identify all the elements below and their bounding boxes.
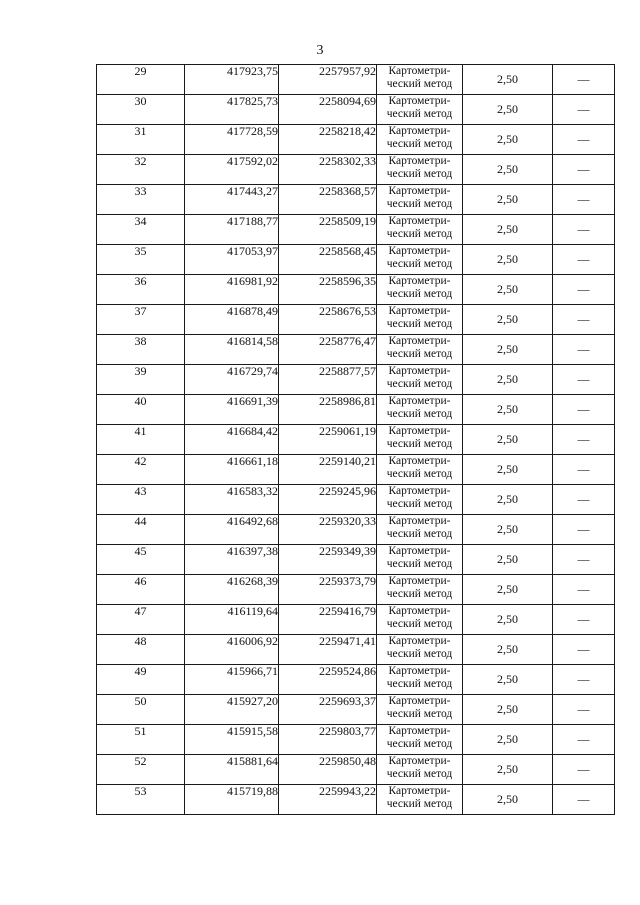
table-row [97,455,615,485]
method-line-1: Картометри- [388,725,451,737]
method-line-1: Картометри- [388,635,451,647]
method-line-1: Картометри- [388,395,451,407]
accuracy-cell: 2,50 [463,395,553,425]
method-cell [377,725,463,755]
x-coordinate-cell: 416729,74 [185,365,279,395]
x-coordinate-cell: 417825,73 [185,95,279,125]
table-row [97,155,615,185]
point-number-cell: 32 [97,155,185,185]
description-cell: — [553,545,615,575]
x-coordinate-cell: 417053,97 [185,245,279,275]
method-cell [377,245,463,275]
table-row [97,515,615,545]
x-coordinate-cell: 416006,92 [185,635,279,665]
method-line-1: Картометри- [388,245,451,257]
accuracy-cell: 2,50 [463,515,553,545]
accuracy-cell: 2,50 [463,275,553,305]
y-coordinate-cell: 2257957,92 [279,65,377,95]
method-line-2: ческий метод [386,288,453,300]
method-cell [377,515,463,545]
description-cell: — [553,185,615,215]
method-cell [377,155,463,185]
method-line-1: Картометри- [388,365,451,377]
table-row [97,755,615,785]
accuracy-cell: 2,50 [463,305,553,335]
table-row [97,65,615,95]
method-line-1: Картометри- [388,275,451,287]
description-cell: — [553,335,615,365]
method-line-1: Картометри- [388,785,451,797]
table-row [97,545,615,575]
description-cell: — [553,785,615,815]
method-line-1: Картометри- [388,545,451,557]
method-cell [377,335,463,365]
y-coordinate-cell: 2259850,48 [279,755,377,785]
description-cell: — [553,65,615,95]
table-row [97,125,615,155]
method-cell [377,635,463,665]
method-cell [377,455,463,485]
x-coordinate-cell: 416684,42 [185,425,279,455]
method-cell [377,605,463,635]
accuracy-cell: 2,50 [463,485,553,515]
description-cell: — [553,695,615,725]
y-coordinate-cell: 2258596,35 [279,275,377,305]
point-number-cell: 37 [97,305,185,335]
y-coordinate-cell: 2258568,45 [279,245,377,275]
method-line-2: ческий метод [386,498,453,510]
accuracy-cell: 2,50 [463,725,553,755]
method-cell [377,695,463,725]
method-line-2: ческий метод [386,378,453,390]
accuracy-cell: 2,50 [463,365,553,395]
method-cell [377,185,463,215]
point-number-cell: 33 [97,185,185,215]
x-coordinate-cell: 416981,92 [185,275,279,305]
x-coordinate-cell: 417188,77 [185,215,279,245]
point-number-cell: 43 [97,485,185,515]
method-line-1: Картометри- [388,575,451,587]
point-number-cell: 44 [97,515,185,545]
point-number-cell: 41 [97,425,185,455]
accuracy-cell: 2,50 [463,155,553,185]
y-coordinate-cell: 2258776,47 [279,335,377,365]
table-row [97,575,615,605]
point-number-cell: 36 [97,275,185,305]
method-line-1: Картометри- [388,485,451,497]
table-row [97,485,615,515]
method-line-2: ческий метод [386,618,453,630]
accuracy-cell: 2,50 [463,425,553,455]
table-row [97,425,615,455]
method-line-2: ческий метод [386,738,453,750]
point-number-cell: 40 [97,395,185,425]
x-coordinate-cell: 416119,64 [185,605,279,635]
point-number-cell: 45 [97,545,185,575]
description-cell: — [553,665,615,695]
x-coordinate-cell: 417923,75 [185,65,279,95]
table-row [97,665,615,695]
table-row [97,365,615,395]
y-coordinate-cell: 2259140,21 [279,455,377,485]
point-number-cell: 31 [97,125,185,155]
description-cell: — [553,755,615,785]
point-number-cell: 51 [97,725,185,755]
x-coordinate-cell: 416661,18 [185,455,279,485]
table-row [97,95,615,125]
method-line-2: ческий метод [386,798,453,810]
coordinates-table-body [97,65,615,815]
method-cell [377,425,463,455]
y-coordinate-cell: 2258094,69 [279,95,377,125]
description-cell: — [553,365,615,395]
method-cell [377,65,463,95]
y-coordinate-cell: 2259803,77 [279,725,377,755]
x-coordinate-cell: 415719,88 [185,785,279,815]
x-coordinate-cell: 417592,02 [185,155,279,185]
method-line-1: Картометри- [388,755,451,767]
table-row [97,215,615,245]
table-row [97,395,615,425]
method-cell [377,125,463,155]
accuracy-cell: 2,50 [463,695,553,725]
method-line-1: Картометри- [388,305,451,317]
y-coordinate-cell: 2259416,79 [279,605,377,635]
method-line-1: Картометри- [388,215,451,227]
method-line-2: ческий метод [386,258,453,270]
table-row [97,605,615,635]
method-line-2: ческий метод [386,228,453,240]
x-coordinate-cell: 416397,38 [185,545,279,575]
method-line-2: ческий метод [386,438,453,450]
table-row [97,785,615,815]
method-line-1: Картометри- [388,65,451,77]
method-line-1: Картометри- [388,185,451,197]
x-coordinate-cell: 416691,39 [185,395,279,425]
method-cell [377,215,463,245]
description-cell: — [553,155,615,185]
y-coordinate-cell: 2258509,19 [279,215,377,245]
x-coordinate-cell: 416492,68 [185,515,279,545]
x-coordinate-cell: 417443,27 [185,185,279,215]
method-line-1: Картометри- [388,425,451,437]
y-coordinate-cell: 2259943,22 [279,785,377,815]
y-coordinate-cell: 2259349,39 [279,545,377,575]
accuracy-cell: 2,50 [463,665,553,695]
table-row [97,635,615,665]
method-cell [377,575,463,605]
point-number-cell: 30 [97,95,185,125]
x-coordinate-cell: 415881,64 [185,755,279,785]
x-coordinate-cell: 415915,58 [185,725,279,755]
method-cell [377,395,463,425]
accuracy-cell: 2,50 [463,335,553,365]
method-line-1: Картометри- [388,95,451,107]
table-row [97,245,615,275]
accuracy-cell: 2,50 [463,215,553,245]
method-line-1: Картометри- [388,125,451,137]
y-coordinate-cell: 2259320,33 [279,515,377,545]
method-cell [377,785,463,815]
accuracy-cell: 2,50 [463,185,553,215]
method-cell [377,305,463,335]
method-cell [377,665,463,695]
point-number-cell: 52 [97,755,185,785]
accuracy-cell: 2,50 [463,95,553,125]
method-line-1: Картометри- [388,665,451,677]
accuracy-cell: 2,50 [463,245,553,275]
y-coordinate-cell: 2258676,53 [279,305,377,335]
page-number: 3 [316,43,324,58]
y-coordinate-cell: 2258368,57 [279,185,377,215]
description-cell: — [553,395,615,425]
accuracy-cell: 2,50 [463,65,553,95]
table-row [97,725,615,755]
y-coordinate-cell: 2258302,33 [279,155,377,185]
method-line-1: Картометри- [388,695,451,707]
method-line-1: Картометри- [388,605,451,617]
x-coordinate-cell: 416268,39 [185,575,279,605]
table-row [97,695,615,725]
point-number-cell: 47 [97,605,185,635]
accuracy-cell: 2,50 [463,785,553,815]
method-line-2: ческий метод [386,408,453,420]
description-cell: — [553,95,615,125]
description-cell: — [553,725,615,755]
accuracy-cell: 2,50 [463,755,553,785]
y-coordinate-cell: 2258986,81 [279,395,377,425]
method-line-2: ческий метод [386,138,453,150]
y-coordinate-cell: 2258218,42 [279,125,377,155]
description-cell: — [553,605,615,635]
accuracy-cell: 2,50 [463,635,553,665]
point-number-cell: 46 [97,575,185,605]
point-number-cell: 35 [97,245,185,275]
table-row [97,305,615,335]
point-number-cell: 38 [97,335,185,365]
point-number-cell: 53 [97,785,185,815]
description-cell: — [553,635,615,665]
method-line-2: ческий метод [386,708,453,720]
y-coordinate-cell: 2259524,86 [279,665,377,695]
y-coordinate-cell: 2259061,19 [279,425,377,455]
method-line-2: ческий метод [386,558,453,570]
method-cell [377,275,463,305]
table-row [97,335,615,365]
coordinates-table [96,64,615,815]
method-cell [377,365,463,395]
method-cell [377,755,463,785]
accuracy-cell: 2,50 [463,455,553,485]
method-line-2: ческий метод [386,198,453,210]
accuracy-cell: 2,50 [463,545,553,575]
x-coordinate-cell: 415966,71 [185,665,279,695]
method-line-1: Картометри- [388,155,451,167]
method-cell [377,545,463,575]
x-coordinate-cell: 416814,58 [185,335,279,365]
y-coordinate-cell: 2259245,96 [279,485,377,515]
method-line-2: ческий метод [386,528,453,540]
method-line-2: ческий метод [386,78,453,90]
method-line-2: ческий метод [386,648,453,660]
y-coordinate-cell: 2259373,79 [279,575,377,605]
table-row [97,185,615,215]
method-line-2: ческий метод [386,468,453,480]
point-number-cell: 29 [97,65,185,95]
x-coordinate-cell: 416878,49 [185,305,279,335]
x-coordinate-cell: 415927,20 [185,695,279,725]
description-cell: — [553,575,615,605]
point-number-cell: 42 [97,455,185,485]
accuracy-cell: 2,50 [463,575,553,605]
description-cell: — [553,515,615,545]
point-number-cell: 50 [97,695,185,725]
y-coordinate-cell: 2259471,41 [279,635,377,665]
accuracy-cell: 2,50 [463,605,553,635]
y-coordinate-cell: 2258877,57 [279,365,377,395]
description-cell: — [553,245,615,275]
description-cell: — [553,125,615,155]
table-row [97,275,615,305]
method-cell [377,95,463,125]
description-cell: — [553,215,615,245]
accuracy-cell: 2,50 [463,125,553,155]
method-line-2: ческий метод [386,588,453,600]
description-cell: — [553,425,615,455]
point-number-cell: 39 [97,365,185,395]
description-cell: — [553,485,615,515]
method-line-1: Картометри- [388,515,451,527]
point-number-cell: 34 [97,215,185,245]
method-line-2: ческий метод [386,108,453,120]
description-cell: — [553,455,615,485]
method-line-2: ческий метод [386,348,453,360]
point-number-cell: 49 [97,665,185,695]
y-coordinate-cell: 2259693,37 [279,695,377,725]
method-line-2: ческий метод [386,678,453,690]
x-coordinate-cell: 417728,59 [185,125,279,155]
method-line-2: ческий метод [386,768,453,780]
x-coordinate-cell: 416583,32 [185,485,279,515]
method-line-2: ческий метод [386,318,453,330]
method-cell [377,485,463,515]
method-line-1: Картометри- [388,455,451,467]
description-cell: — [553,305,615,335]
method-line-1: Картометри- [388,335,451,347]
point-number-cell: 48 [97,635,185,665]
method-line-2: ческий метод [386,168,453,180]
description-cell: — [553,275,615,305]
